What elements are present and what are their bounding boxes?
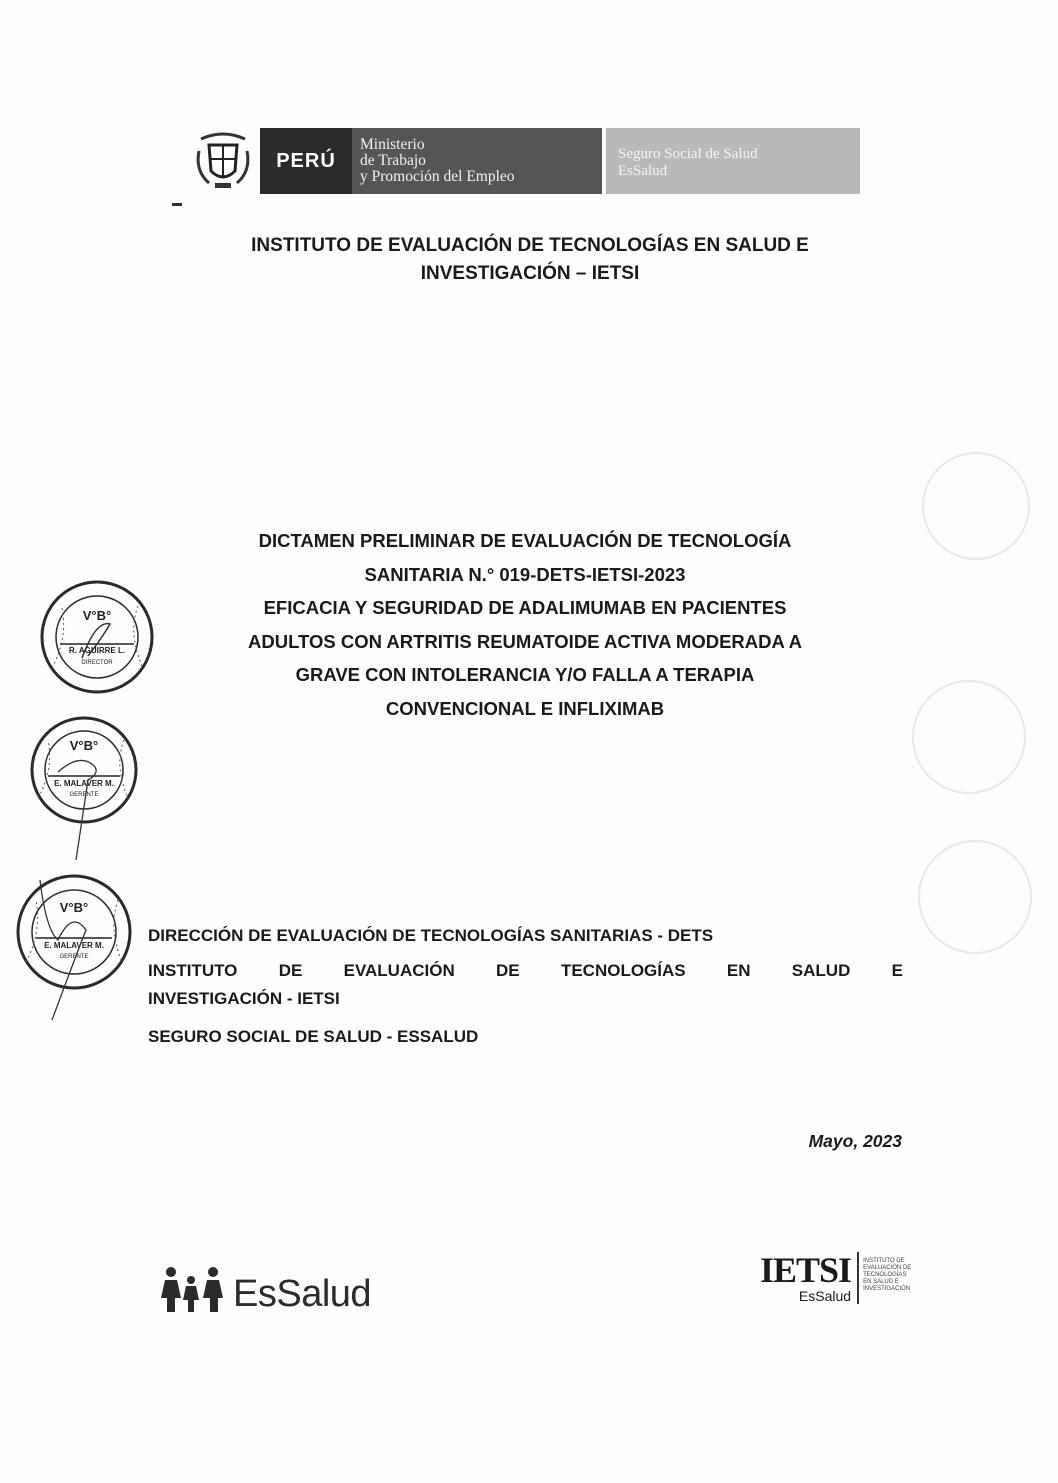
essalud-line: Seguro Social de Salud <box>618 146 758 162</box>
ietsi-logo-main <box>760 1252 859 1304</box>
stamp-vb: V°B° <box>59 900 89 915</box>
ministry-line: Ministerio <box>360 136 425 153</box>
faint-stamp-mark <box>918 840 1032 954</box>
faint-stamp-mark <box>912 680 1026 794</box>
dictamen-line: ADULTOS CON ARTRITIS REUMATOIDE ACTIVA MODERADA A <box>248 630 802 652</box>
institute-title-line: INSTITUTO DE EVALUACIÓN DE TECNOLOGÍAS EN SALUD E <box>251 235 809 256</box>
dictamen-title <box>150 524 900 725</box>
institute-line: INSTITUTO DE EVALUACIÓN DE TECNOLOGÍAS EN SALUD E <box>148 961 903 980</box>
institute-line: INVESTIGACIÓN - IETSI <box>148 989 340 1008</box>
stamp-vb: V°B° <box>69 738 99 753</box>
essalud-line: EsSalud <box>618 163 668 179</box>
dictamen-line: CONVENCIONAL E INFLIXIMAB <box>385 697 665 719</box>
institute-title <box>130 232 930 288</box>
ministry-label-box <box>352 128 602 194</box>
peru-label: PERÚ <box>276 149 336 172</box>
essalud-logo <box>157 1266 371 1314</box>
peru-label-box <box>260 128 352 194</box>
stamp-role: GERENTE <box>59 954 89 960</box>
ietsi-subtitle: EsSalud <box>798 1288 852 1304</box>
stamp-role: GERENTE <box>69 792 99 798</box>
stamp-name: E. MALAVER M. <box>54 779 114 788</box>
approval-stamp <box>12 870 138 1035</box>
authors-block <box>148 922 903 1058</box>
peru-coat-of-arms-icon <box>186 128 260 194</box>
essalud-label-box <box>606 128 860 194</box>
dictamen-line: SANITARIA N.° 019-DETS-IETSI-2023 <box>364 563 686 585</box>
ministry-line: de Trabajo <box>360 152 426 169</box>
header-dash <box>172 203 182 206</box>
government-header-banner <box>186 128 860 194</box>
ietsi-logo <box>760 1252 915 1304</box>
ietsi-wordmark: IETSI <box>760 1250 852 1290</box>
ministry-line: y Promoción del Empleo <box>360 168 515 185</box>
document-date: Mayo, 2023 <box>808 1131 902 1151</box>
seguro-line: SEGURO SOCIAL DE SALUD - ESSALUD <box>148 1027 479 1046</box>
stamp-vb: V°B° <box>82 608 112 623</box>
institute-title-line: INVESTIGACIÓN – IETSI <box>420 263 640 284</box>
stamp-name: R. AGUIRRE L. <box>68 646 126 655</box>
stamp-role: DIRECTOR <box>81 660 113 666</box>
approval-stamp <box>38 578 156 701</box>
dictamen-line: DICTAMEN PRELIMINAR DE EVALUACIÓN DE TECNOLOGÍA <box>258 530 792 551</box>
dictamen-line: GRAVE CON INTOLERANCIA Y/O FALLA A TERAPIA <box>295 664 755 685</box>
ietsi-small-text: INSTITUTO DE EVALUACIÓN DE TECNOLOGÍAS EN SALUD E INVESTIGACIÓN <box>863 1258 912 1292</box>
essalud-logo-text: EsSalud <box>233 1273 372 1315</box>
direction-line: DIRECCIÓN DE EVALUACIÓN DE TECNOLOGÍAS SANITARIAS - DETS <box>148 926 714 945</box>
dictamen-line: EFICACIA Y SEGURIDAD DE ADALIMUMAB EN PACIENTES <box>263 597 787 618</box>
stamp-name: E. MALAVER M. <box>44 941 104 950</box>
approval-stamp-icon <box>12 870 138 1030</box>
faint-stamp-mark <box>922 452 1030 560</box>
family-figures-icon <box>157 1266 229 1314</box>
approval-stamp-icon <box>28 714 140 864</box>
approval-stamp-icon <box>38 578 156 696</box>
approval-stamp <box>28 714 140 869</box>
